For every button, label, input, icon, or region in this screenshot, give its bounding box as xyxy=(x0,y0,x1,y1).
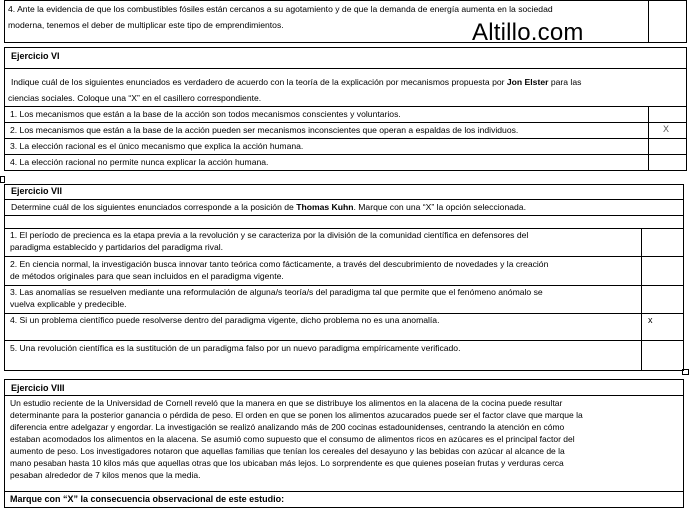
ejercicio-7-row-divider xyxy=(4,256,684,257)
ejercicio-6-row-divider xyxy=(4,122,687,123)
ejercicio-8-instruction: Marque con “X” la consecuencia observacional de este estudio: xyxy=(10,494,285,504)
ejercicio-8-paragraph-line-2: determinante para la posterior ganancia o pérdida de peso. El orden en que se ponen los alimentos azucarados puede ser el factor clave que marque la xyxy=(10,410,583,420)
top-block-line-2: moderna, tenemos el deber de multiplicar este tipo de emprendimientos. xyxy=(8,20,284,30)
ejercicio-6-option-2: 2. Los mecanismos que están a la base de la acción pueden ser mecanismos inconscientes que operan a espaldas de los individuos. xyxy=(10,125,519,135)
ejercicio-6-instruction-line-1 xyxy=(11,77,581,89)
ejercicio-8-paragraph-line-7: pesaban alrededor de 7 kilos menos que la media. xyxy=(10,470,201,480)
ejercicio-7-instruction-divider xyxy=(4,215,684,216)
ejercicio-6-mark-column-divider xyxy=(648,106,649,171)
ejercicio-7-mark-column-divider xyxy=(641,228,642,371)
ejercicio-7-option-3-line-1: 3. Las anomalías se resuelven mediante una reformulación de alguna/s teoría/s del paradigma tal que permite que el fenómeno anómalo se xyxy=(10,287,543,297)
ejercicio-8-paragraph-line-1: Un estudio reciente de la Universidad de Cornell reveló que la manera en que se distribuye los alimentos en la alacena de la cocina puede resultar xyxy=(10,398,563,408)
ejercicio-6-title-divider xyxy=(4,68,687,69)
ejercicio-7-option-4-checkbox[interactable]: x xyxy=(648,315,653,325)
ejercicio-8-title-divider xyxy=(4,395,684,396)
ejercicio-7-option-5: 5. Una revolución científica es la sustitución de un paradigma falso por un nuevo paradigma empíricamente verificado. xyxy=(10,343,461,353)
ejercicio-7-instruction-text: Determine cuál de los siguientes enunciados corresponde a la posición de xyxy=(11,202,297,212)
ejercicio-6-row-divider xyxy=(4,154,687,155)
ejercicio-7-row-divider xyxy=(4,340,684,341)
ejercicio-7-author: Thomas Kuhn xyxy=(296,202,354,212)
ejercicio-7-row-divider xyxy=(4,228,684,229)
ejercicio-8-paragraph-line-4: estaban acomodados los alimentos en la alacena. Se asumió como supuesto que el consumo de alimentos ricos en azúcares es el principal factor del xyxy=(10,434,575,444)
ejercicio-6-option-1: 1. Los mecanismos que están a la base de la acción son todos mecanismos conscientes y voluntarios. xyxy=(10,109,401,119)
ejercicio-6-row-divider xyxy=(4,106,687,107)
ejercicio-7-option-1-line-2: paradigma establecido y partidarios del paradigma rival. xyxy=(10,242,224,252)
ejercicio-6-instruction-tail: para las xyxy=(548,77,582,87)
ejercicio-7-row-divider xyxy=(4,285,684,286)
ejercicio-6-instruction-line-2: ciencias sociales. Coloque una “X” en el casillero correspondiente. xyxy=(8,93,262,103)
margin-marker xyxy=(0,176,5,183)
ejercicio-8-paragraph-divider xyxy=(4,491,684,492)
ejercicio-7-option-4: 4. Si un problema científico puede resolverse dentro del paradigma vigente, dicho problema no es una anomalía. xyxy=(10,315,440,325)
ejercicio-7-title: Ejercicio VII xyxy=(11,186,63,196)
ejercicio-7-row-divider xyxy=(4,313,684,314)
ejercicio-6-title: Ejercicio VI xyxy=(11,51,60,61)
ejercicio-8-paragraph-line-5: aumento de peso. Los investigadores notaron que aquellas familias que tenían los cereales del desayuno y las bebidas con azúcar al alcance de la xyxy=(10,446,565,456)
ejercicio-7-instruction xyxy=(11,202,526,214)
margin-marker xyxy=(682,369,689,375)
ejercicio-6-option-4: 4. La elección racional no permite nunca explicar la acción humana. xyxy=(10,157,269,167)
ejercicio-7-option-1-line-1: 1. El período de precienca es la etapa previa a la revolución y se caracteriza por la división de la comunidad científica en defensores del xyxy=(10,230,529,240)
top-block-mark-divider xyxy=(648,0,649,43)
ejercicio-7-option-3-line-2: vuelva explicable y predecible. xyxy=(10,299,127,309)
ejercicio-7-option-2-line-1: 2. En ciencia normal, la investigación busca innovar tanto teórica como fácticamente, a través del descubrimiento de novedades y la creación xyxy=(10,259,549,269)
ejercicio-6-instruction-text: Indique cuál de los siguientes enunciados es verdadero de acuerdo con la teoría de la explicación por mecanismos propuesta por xyxy=(11,77,507,87)
top-block-line-1: 4. Ante la evidencia de que los combustibles fósiles están cercanos a su agotamiento y de que la demanda de energía aumenta en la sociedad xyxy=(8,4,553,14)
ejercicio-7-title-divider xyxy=(4,199,684,200)
ejercicio-7-option-2-line-2: de métodos originales para que sean incluidos en el paradigma vigente. xyxy=(10,271,284,281)
ejercicio-6-option-3: 3. La elección racional es el único mecanismo que explica la acción humana. xyxy=(10,141,304,151)
ejercicio-6-author: Jon Elster xyxy=(506,77,549,87)
ejercicio-8-title: Ejercicio VIII xyxy=(11,383,65,393)
ejercicio-7-instruction-tail: . Marque con una “X” la opción seleccionada. xyxy=(353,202,526,212)
ejercicio-8-paragraph-line-3: diferencia entre adelgazar y engordar. La investigación se realizó analizando más de 200 cocinas estadounidenses, centrando la atención en cómo xyxy=(10,422,565,432)
ejercicio-8-paragraph-line-6: mano pesaban hasta 10 kilos más que aquellas otras que los ubicaban más lejos. Lo sorprendente es que quienes poseían frutas y verduras cerca xyxy=(10,458,564,468)
ejercicio-6-row-divider xyxy=(4,138,687,139)
ejercicio-6-option-2-checkbox[interactable]: X xyxy=(663,124,670,134)
watermark-logo: Altillo.com xyxy=(472,19,584,46)
